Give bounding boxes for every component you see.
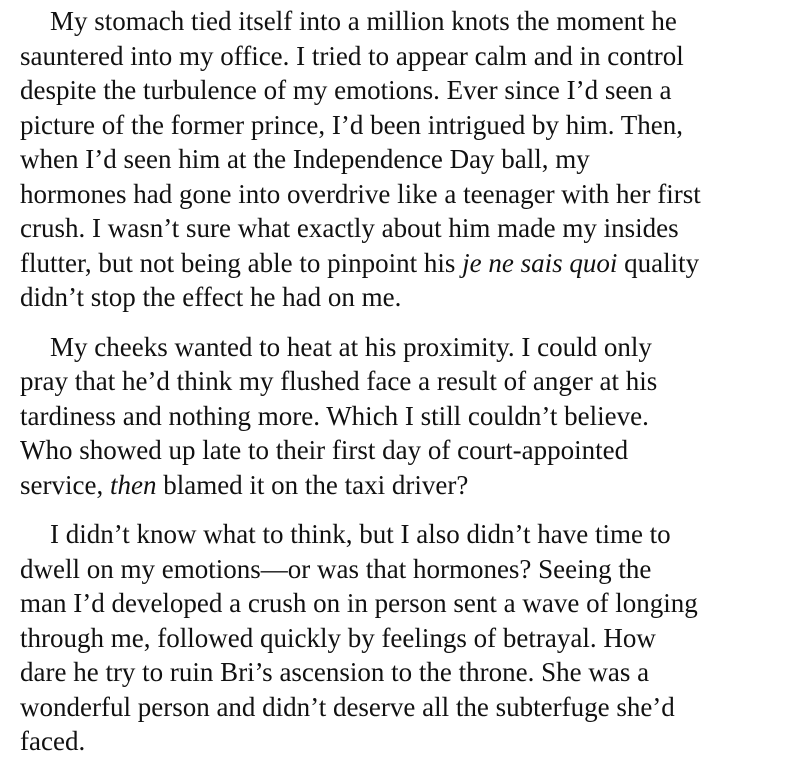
text-line: dwell on my emotions—or was that hormones? Seeing the: [20, 553, 652, 584]
italic-phrase: je ne sais quoi: [462, 247, 618, 278]
text-line: sauntered into my office. I tried to appear calm and in control: [20, 40, 684, 71]
text-line: man I’d developed a crush on in person sent a wave of longing: [20, 588, 698, 618]
paragraph-1: [20, 4, 782, 315]
text-run: service,: [20, 469, 110, 500]
text-line: faced.: [20, 726, 86, 756]
text-line: hormones had gone into overdrive like a teenager with her first: [20, 178, 701, 209]
text-line: when I’d seen him at the Independence Day ball, my: [20, 144, 590, 174]
text-line: through me, followed quickly by feelings of betrayal. How: [20, 622, 656, 653]
paragraph-3: [20, 517, 782, 759]
text-run: blamed it on the taxi driver?: [156, 469, 469, 500]
text-line: tardiness and nothing more. Which I still couldn’t believe.: [20, 400, 649, 431]
text-line: [20, 246, 782, 281]
text-line: My stomach tied itself into a million knots the moment he: [50, 6, 677, 36]
italic-word: then: [109, 469, 157, 500]
text-run: quality: [617, 247, 700, 278]
text-line: picture of the former prince, I’d been intrigued by him. Then,: [20, 109, 684, 140]
text-line: Who showed up late to their first day of court-appointed: [20, 435, 629, 465]
text-line: [20, 468, 782, 503]
paragraph-2: [20, 330, 782, 503]
text-line: wonderful person and didn’t deserve all the subterfuge she’d: [20, 691, 675, 722]
text-line: pray that he’d think my flushed face a result of anger at his: [20, 366, 658, 396]
text-line: crush. I wasn’t sure what exactly about him made my insides: [20, 213, 679, 243]
text-run: flutter, but not being able to pinpoint his: [20, 247, 463, 278]
text-line: didn’t stop the effect he had on me.: [20, 282, 402, 312]
text-line: dare he try to ruin Bri’s ascension to the throne. She was a: [20, 657, 650, 687]
text-line: My cheeks wanted to heat at his proximity. I could only: [50, 331, 652, 362]
text-line: despite the turbulence of my emotions. Ever since I’d seen a: [20, 75, 672, 105]
text-line: I didn’t know what to think, but I also didn’t have time to: [50, 519, 671, 549]
